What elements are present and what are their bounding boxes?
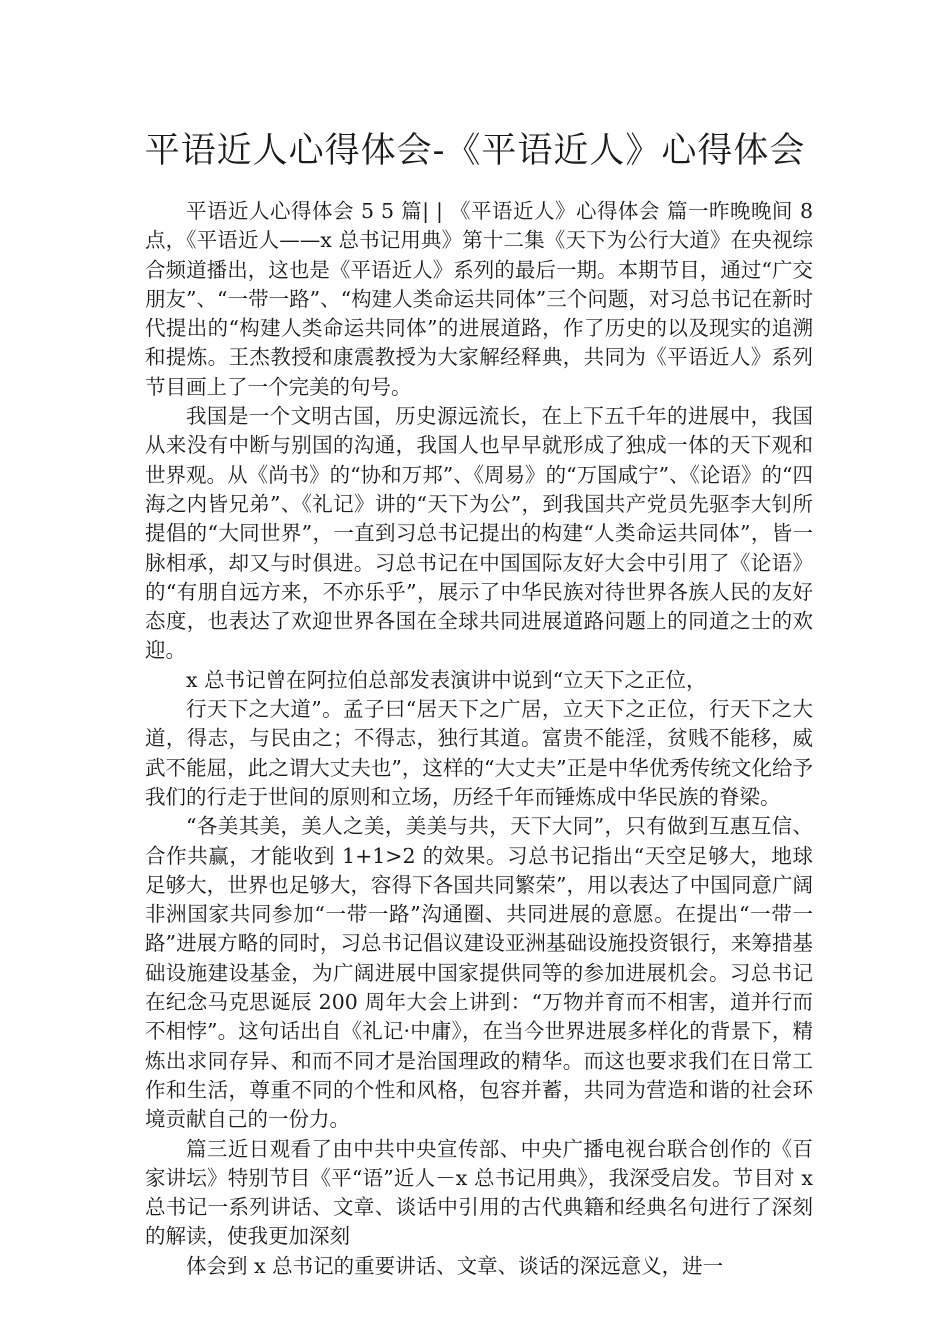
paragraph-7: 体会到 x 总书记的重要讲话、文章、谈话的深远意义，进一: [186, 1253, 724, 1278]
paragraph-3: x 总书记曾在阿拉伯总部发表演讲中说到“立天下之正位，: [186, 667, 707, 692]
document-title: 平语近人心得体会-《平语近人》心得体会: [144, 131, 806, 171]
paragraph-2: 我国是一个文明古国，历史源远流长，在上下五千年的进展中，我国从来没有中断与别国的沟通，我国人也早早就形成了独成一体的天下观和世界观。从《尚书》的“协和万邦”、《周易》的“万国咸宁”、《论语》的“四海之内皆兄弟”、《礼记》讲的“天下为公”，到我国共产党员先驱李大钊所提倡的“大同世界”，一直到习总书记提出的构建“人类命运共同体”，皆一脉相承，却又与时俱进。习总书记在中国国际友好大会中引用了《论语》的“有朋自远方来，不亦乐乎”，展示了中华民族对待世界各族人民的友好态度，也表达了欢迎世界各国在全球共同进展道路问题上的同道之士的欢迎。: [145, 404, 813, 663]
paragraph-6: 篇三近日观看了由中共中央宣传部、中央广播电视台联合创作的《百家讲坛》特别节目《平“语”近人－x 总书记用典》，我深受启发。节目对 x 总书记一系列讲话、文章、谈话中引用的古代典籍和经典名句进行了深刻的解读，使我更加深刻: [145, 1136, 813, 1249]
paragraph-4: 行天下之大道”。孟子曰“居天下之广居，立天下之正位，行天下之大道，得志，与民由之；不得志，独行其道。富贵不能淫，贫贱不能移，威武不能屈，此之谓大丈夫也”，这样的“大丈夫”正是中华优秀传统文化给予我们的行走于世间的原则和立场，历经千年而锤炼成中华民族的脊梁。: [145, 697, 813, 809]
document-body: [145, 197, 813, 1281]
paragraph-1: 平语近人心得体会 5 5 篇| | 《平语近人》心得体会 篇一昨晚晚间 8 点，《平语近人——x 总书记用典》第十二集《天下为公行大道》在央视综合频道播出，这也是《平语近人》系列的最后一期。本期节目，通过“广交朋友”、“一带一路”、“构建人类命运共同体”三个问题，对习总书记在新时代提出的“构建人类命运共同体”的进展道路，作了历史的以及现实的追溯和提炼。王杰教授和康震教授为大家解经释典，共同为《平语近人》系列节目画上了一个完美的句号。: [145, 199, 813, 399]
paragraph-5: “各美其美，美人之美，美美与共，天下大同”，只有做到互惠互信、合作共赢，才能收到 1+1>2 的效果。习总书记指出“天空足够大，地球足够大，世界也足够大，容得下各国共同繁荣”，用以表达了中国同意广阔非洲国家共同参加“一带一路”沟通圈、共同进展的意愿。在提出“一带一路”进展方略的同时，习总书记倡议建设亚洲基础设施投资银行，来筹措基础设施建设基金，为广阔进展中国家提供同等的参加进展机会。习总书记在纪念马克思诞辰 200 周年大会上讲到：“万物并育而不相害，道并行而不相悖”。这句话出自《礼记·中庸》，在当今世界进展多样化的背景下，精炼出求同存异、和而不同才是治国理政的精华。而这也要求我们在日常工作和生活，尊重不同的个性和风格，包容并蓄，共同为营造和谐的社会环境贡献自己的一份力。: [145, 814, 813, 1132]
